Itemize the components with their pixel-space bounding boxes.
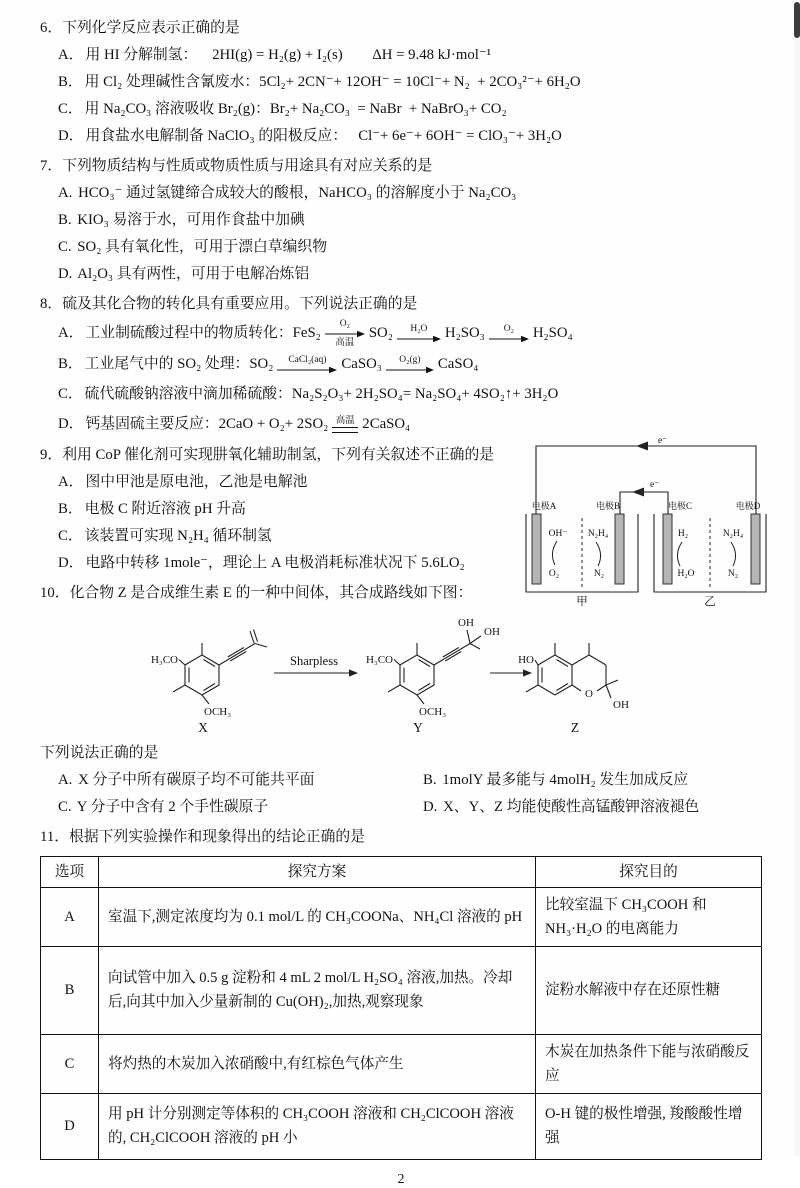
option-label: B．	[58, 74, 83, 90]
option-label: C.	[58, 798, 72, 815]
cell-purpose: 比较室温下 CH₃COOH 和 NH₃·H₂O 的电离能力	[536, 887, 762, 946]
electrode-b-label: 电极B	[595, 500, 621, 511]
species-n2h4-right: N₂H₄	[722, 528, 744, 539]
species-flow-arrows	[552, 541, 735, 566]
option-label: D.	[423, 798, 438, 815]
question-10-options-row-1	[40, 767, 762, 794]
reaction-arrow	[277, 355, 337, 374]
option-text: 电路中转移 1mole⁻，理论上 A 电极消耗标准状况下 5.6LO₂	[85, 554, 465, 571]
option-label: B．	[58, 500, 83, 517]
circuit-wires	[536, 441, 756, 514]
structure-x	[151, 629, 267, 734]
question-7-option-a	[58, 180, 762, 207]
synthesis-scheme	[62, 611, 762, 740]
electron-flow-label-top: e⁻	[658, 435, 668, 446]
table-row-a	[41, 887, 762, 946]
hydrazine-electrolysis-diagram	[520, 434, 772, 606]
ring-oxygen-label: O	[585, 687, 593, 700]
option-text: Y 分子中含有 2 个手性碳原子	[76, 798, 269, 815]
question-10-options-row-2	[40, 794, 762, 821]
arrow-top-label: O₂	[339, 318, 350, 329]
header-option: 选项	[41, 856, 99, 887]
header-plan: 探究方案	[99, 856, 536, 887]
scrollbar-track[interactable]	[794, 0, 800, 1156]
arrow-top-label: O₂	[503, 324, 514, 335]
option-label: D.	[58, 266, 73, 282]
reaction-arrow	[325, 319, 365, 349]
reaction-arrow	[489, 324, 529, 343]
heated-equals-sign	[332, 416, 358, 433]
option-text: SO₂	[368, 325, 393, 341]
species-oh: OH⁻	[548, 528, 568, 539]
option-text: 用 Na₂CO₃ 溶液吸收 Br₂(g)：Br₂+ Na₂CO₃ = NaBr + NaBrO₃+ CO₂	[84, 101, 507, 117]
option-label: A.	[58, 771, 73, 788]
option-label: A．	[58, 47, 84, 63]
option-label: A．	[58, 473, 84, 490]
sharpless-label: Sharpless	[290, 653, 338, 668]
question-10-option-c	[58, 794, 405, 821]
option-label: B.	[423, 771, 437, 788]
question-8-option-c	[58, 379, 762, 409]
option-text: 硫代硫酸钠溶液中滴加稀硫酸：Na₂S₂O₃+ 2H₂SO₄= Na₂SO₄+ 4SO₂↑+ 3H₂O	[84, 385, 559, 402]
cell-purpose: O-H 键的极性增强, 羧酸酸性增强	[536, 1093, 762, 1159]
option-label: D．	[58, 554, 84, 571]
question-9-option-b	[58, 496, 548, 523]
question-6-option-a	[58, 42, 762, 69]
option-label: C．	[58, 527, 83, 544]
option-text: H₂SO₃	[444, 325, 485, 341]
question-7	[40, 153, 762, 288]
question-9-option-d	[58, 550, 548, 577]
question-9-stem: 9．利用 CoP 催化剂可实现肼氧化辅助制氢，下列有关叙述不正确的是	[40, 446, 495, 463]
question-9-option-a	[58, 469, 548, 496]
species-n2-right: N₂	[727, 568, 739, 579]
hydroxyl-label: OH	[484, 625, 500, 638]
question-10-option-a	[58, 767, 405, 794]
option-label: B．	[58, 355, 83, 372]
question-10	[40, 580, 762, 821]
question-10-substem: 下列说法正确的是	[40, 744, 159, 761]
cell-plan: 用 pH 计分别测定等体积的 CH₃COOH 溶液和 CH₂ClCOOH 溶液的, CH₂ClCOOH 溶液的 pH 小	[99, 1093, 536, 1159]
cell-plan: 室温下,测定浓度均为 0.1 mol/L 的 CH₃COONa、NH₄Cl 溶液的 pH	[99, 887, 536, 946]
option-text: SO₂ 具有氧化性，可用于漂白草编织物	[77, 239, 328, 255]
cell-jia-beaker	[526, 514, 638, 592]
option-label: B.	[58, 212, 72, 228]
electrode-c-label: 电极C	[667, 500, 693, 511]
option-text: X、Y、Z 均能使酸性高锰酸钾溶液褪色	[443, 798, 700, 815]
hydroxyl-label: OH	[458, 616, 474, 629]
question-6-stem: 6．下列化学反应表示正确的是	[40, 20, 240, 36]
arrow-top-label: H₂O	[410, 324, 428, 335]
question-10-option-b	[423, 767, 688, 794]
methoxy-label: H₃CO	[365, 653, 393, 666]
electrode-d-label: 电极D	[735, 500, 761, 511]
cell-jia-label: 甲	[576, 595, 588, 608]
option-label: A.	[58, 185, 73, 201]
option-label: D．	[58, 128, 84, 144]
cell-option: A	[41, 887, 99, 946]
electron-flow-label-mid: e⁻	[650, 479, 660, 490]
option-text: Al₂O₃ 具有两性，可用于电解冶炼铝	[77, 266, 310, 282]
arrow-top-label: O₂(g)	[399, 354, 421, 365]
question-9-option-c	[58, 523, 548, 550]
option-text: CaSO₄	[437, 355, 479, 372]
sharpless-arrow	[274, 654, 358, 677]
question-8-stem: 8．硫及其化合物的转化具有重要应用。下列说法正确的是	[40, 296, 418, 312]
option-text: 钙基固硫主要反应：2CaO + O₂+ 2SO₂	[85, 415, 329, 432]
species-o2: O₂	[548, 568, 560, 579]
option-text: 工业制硫酸过程中的物质转化：FeS₂	[85, 325, 321, 341]
synthesis-scheme-svg	[62, 611, 762, 735]
phenol-label: HO	[518, 653, 534, 666]
cell-option: C	[41, 1034, 99, 1093]
option-label: C．	[58, 385, 83, 402]
question-11	[40, 824, 762, 1160]
hydroxyl-label: OH	[613, 698, 629, 711]
option-text: 用 HI 分解制氢： 2HI(g) = H₂(g) + I₂(s) ΔH = 9.48 kJ·mol⁻¹	[85, 47, 492, 63]
question-6-option-c	[58, 96, 762, 123]
cell-plan: 向试管中加入 0.5 g 淀粉和 4 mL 2 mol/L H₂SO₄ 溶液,加热。冷却后,向其中加入少量新制的 Cu(OH)₂,加热,观察现象	[99, 946, 536, 1034]
option-text: 该装置可实现 N₂H₄ 循环制氢	[84, 527, 272, 544]
cell-plan: 将灼热的木炭加入浓硝酸中,有红棕色气体产生	[99, 1034, 536, 1093]
option-text: 用 Cl₂ 处理碱性含氰废水：5Cl₂+ 2CN⁻+ 12OH⁻ = 10Cl⁻+ N₂ + 2CO₃²⁻+ 6H₂O	[84, 74, 581, 90]
cell-purpose: 淀粉水解液中存在还原性糖	[536, 946, 762, 1034]
question-7-option-c	[58, 234, 762, 261]
structure-y	[366, 617, 500, 735]
experiment-table	[40, 856, 762, 1160]
question-8	[40, 291, 762, 439]
question-10-stem: 10．化合物 Z 是合成维生素 E 的一种中间体，其合成路线如下图：	[40, 584, 473, 601]
table-row-c	[41, 1034, 762, 1093]
question-7-option-d	[58, 261, 762, 288]
option-label: D．	[58, 415, 84, 432]
table-header-row	[41, 856, 762, 887]
species-h2o: H₂O	[677, 568, 695, 579]
species-n2-left: N₂	[593, 568, 605, 579]
right-arrow-icon	[397, 335, 441, 343]
reaction-arrow	[397, 324, 441, 343]
option-text: 图中甲池是原电池，乙池是电解池	[85, 473, 308, 490]
option-label: A．	[58, 325, 84, 341]
species-h2: H₂	[677, 528, 689, 539]
structure-z	[518, 643, 629, 735]
page-number: 2	[397, 1171, 405, 1187]
arrow-bottom-label: 高温	[335, 337, 355, 348]
option-text: 1molY 最多能与 4molH₂ 发生加成反应	[442, 771, 689, 788]
methoxy-label: H₃CO	[150, 653, 178, 666]
table-row-d	[41, 1093, 762, 1159]
option-text: CaSO₃	[341, 355, 382, 372]
structure-x-name: X	[198, 719, 208, 735]
question-6	[40, 15, 762, 150]
question-9-text	[40, 442, 548, 577]
species-n2h4-left: N₂H₄	[587, 528, 609, 539]
question-10-option-d	[423, 794, 699, 821]
scrollbar-thumb[interactable]	[794, 2, 800, 38]
table-row-b	[41, 946, 762, 1034]
option-text: 电极 C 附近溶液 pH 升高	[84, 500, 246, 517]
cell-yi-beaker	[654, 514, 766, 592]
question-7-stem: 7．下列物质结构与性质或物质性质与用途具有对应关系的是	[40, 158, 433, 174]
double-line-equals	[332, 427, 358, 433]
question-6-option-b	[58, 69, 762, 96]
option-text: HCO₃⁻ 通过氢键缔合成较大的酸根，NaHCO₃ 的溶解度小于 Na₂CO₃	[78, 185, 517, 201]
structure-y-name: Y	[413, 719, 423, 735]
question-11-stem: 11．根据下列实验操作和现象得出的结论正确的是	[40, 828, 365, 845]
methoxy-label: OCH₃	[419, 705, 447, 718]
header-purpose: 探究目的	[536, 856, 762, 887]
right-arrow-icon	[325, 330, 365, 338]
question-8-option-b	[58, 349, 762, 379]
right-arrow-icon	[386, 366, 434, 374]
option-label: C.	[58, 239, 72, 255]
question-6-option-d	[58, 123, 762, 150]
cell-purpose: 木炭在加热条件下能与浓硝酸反应	[536, 1034, 762, 1093]
arrow-top-label: CaCl₂(aq)	[288, 354, 327, 365]
option-text: 用食盐水电解制备 NaClO₃ 的阳极反应： Cl⁻+ 6e⁻+ 6OH⁻ = ClO₃⁻+ 3H₂O	[85, 128, 562, 144]
option-label: C．	[58, 101, 83, 117]
option-text: KIO₃ 易溶于水，可用作食盐中加碘	[77, 212, 305, 228]
right-arrow-icon	[489, 335, 529, 343]
option-text: 工业尾气中的 SO₂ 处理：SO₂	[84, 355, 274, 372]
cell-yi-label: 乙	[704, 595, 716, 608]
right-arrow-icon	[277, 366, 337, 374]
option-text: H₂SO₄	[532, 325, 573, 341]
reaction-arrow	[386, 355, 434, 374]
equals-top-label: 高温	[335, 415, 355, 426]
option-text: 2CaSO₄	[362, 415, 411, 432]
methoxy-label: OCH₃	[204, 705, 232, 718]
question-7-option-b	[58, 207, 762, 234]
electrode-a-label: 电极A	[531, 500, 557, 511]
second-arrow	[490, 669, 532, 676]
question-8-option-a	[58, 318, 762, 349]
cell-option: D	[41, 1093, 99, 1159]
structure-z-name: Z	[570, 719, 580, 735]
cell-option: B	[41, 946, 99, 1034]
option-text: X 分子中所有碳原子均不可能共平面	[78, 771, 315, 788]
